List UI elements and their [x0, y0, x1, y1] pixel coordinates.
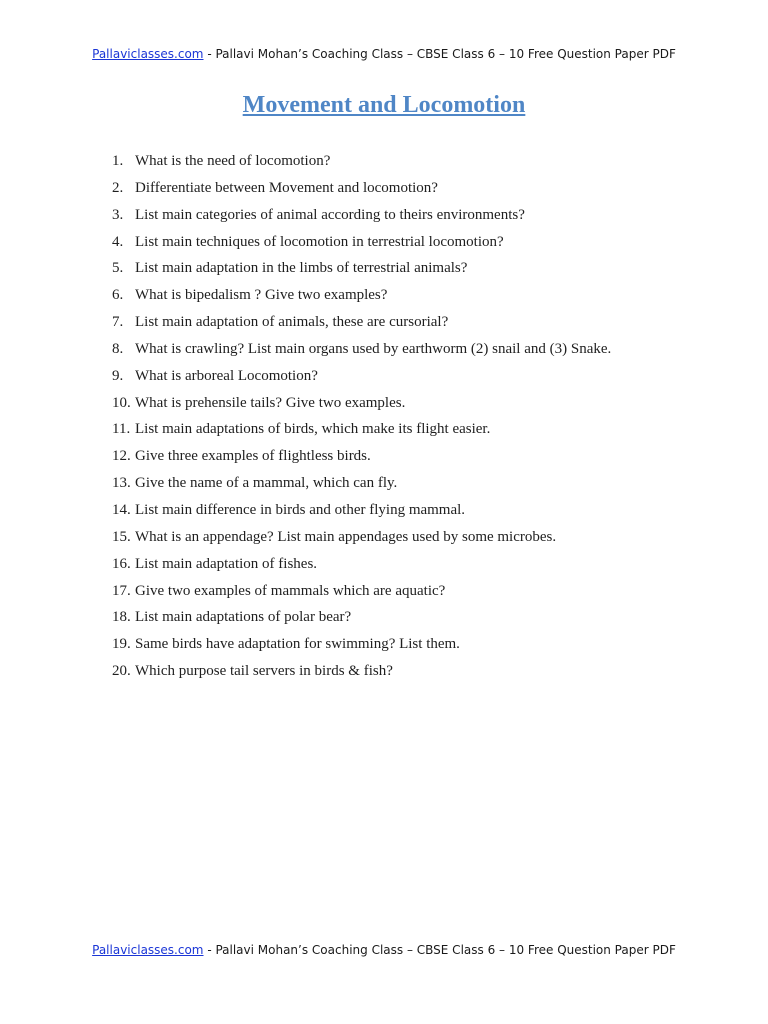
question-item [112, 179, 611, 206]
question-number: 5. [112, 260, 124, 277]
page-footer [0, 943, 768, 957]
question-item [112, 286, 611, 313]
footer-text: - Pallavi Mohan’s Coaching Class – CBSE Class 6 – 10 Free Question Paper PDF [203, 943, 676, 957]
question-number: 15. [112, 528, 131, 545]
question-number: 20. [112, 663, 131, 680]
question-text: What is the need of locomotion? [135, 153, 331, 169]
question-item [112, 420, 611, 447]
question-text: Give three examples of flightless birds. [135, 448, 371, 465]
question-text: What is prehensile tails? Give two examples. [135, 394, 406, 411]
question-item [112, 313, 611, 340]
question-item [112, 206, 611, 233]
question-text: Differentiate between Movement and locomotion? [135, 179, 438, 196]
question-number: 10. [112, 394, 131, 411]
question-number: 8. [112, 340, 124, 357]
question-item [112, 259, 611, 286]
question-item [112, 233, 611, 260]
question-text: List main techniques of locomotion in terrestrial locomotion? [135, 233, 504, 250]
question-number: 13. [112, 475, 131, 492]
question-item [112, 635, 611, 662]
question-item [112, 447, 611, 474]
question-number: 16. [112, 555, 131, 572]
question-text: List main adaptations of birds, which make its flight easier. [135, 421, 491, 438]
question-text: Same birds have adaptation for swimming? List them. [135, 636, 460, 653]
question-number: 3. [112, 206, 124, 223]
question-text: List main adaptation of animals, these are cursorial? [135, 314, 449, 331]
question-text: List main adaptation of fishes. [135, 555, 318, 572]
question-number: 11. [112, 421, 131, 438]
document-title: Movement and Locomotion [242, 92, 526, 118]
question-text: List main adaptation in the limbs of terrestrial animals? [135, 260, 468, 277]
question-number: 2. [112, 179, 124, 196]
question-item [112, 340, 611, 367]
question-text: List main adaptations of polar bear? [135, 609, 352, 626]
question-number: 19. [112, 636, 131, 653]
question-item [112, 555, 611, 582]
question-number: 6. [112, 287, 124, 304]
question-number: 7. [112, 314, 124, 331]
question-item [112, 608, 611, 635]
question-text: Give the name of a mammal, which can fly. [135, 475, 398, 492]
question-text: List main categories of animal according to theirs environments? [135, 206, 525, 223]
header-site-link[interactable]: Pallaviclasses.com [92, 47, 204, 61]
question-number: 4. [112, 233, 124, 250]
question-number: 12. [112, 448, 131, 465]
question-number: 14. [112, 501, 131, 518]
question-number: 17. [112, 582, 131, 599]
question-item [112, 367, 611, 394]
question-number: 9. [112, 367, 124, 384]
question-text: What is an appendage? List main appendages used by some microbes. [135, 528, 557, 545]
question-text: What is arboreal Locomotion? [135, 367, 318, 384]
question-text: List main difference in birds and other flying mammal. [135, 501, 466, 518]
footer-site-link[interactable]: Pallaviclasses.com [92, 943, 204, 957]
page-header [0, 47, 768, 61]
question-text: What is crawling? List main organs used by earthworm (2) snail and (3) Snake. [135, 340, 612, 357]
question-number: 1. [112, 153, 124, 169]
question-list [112, 152, 611, 689]
question-text: Which purpose tail servers in birds & fish? [135, 663, 393, 680]
question-item [112, 394, 611, 421]
question-item [112, 152, 611, 179]
question-item [112, 582, 611, 609]
header-text: - Pallavi Mohan’s Coaching Class – CBSE Class 6 – 10 Free Question Paper PDF [203, 47, 676, 61]
question-item [112, 474, 611, 501]
question-text: What is bipedalism ? Give two examples? [135, 287, 388, 304]
question-item [112, 501, 611, 528]
question-item [112, 662, 611, 689]
question-item [112, 528, 611, 555]
question-number: 18. [112, 609, 131, 626]
question-text: Give two examples of mammals which are aquatic? [135, 582, 446, 599]
